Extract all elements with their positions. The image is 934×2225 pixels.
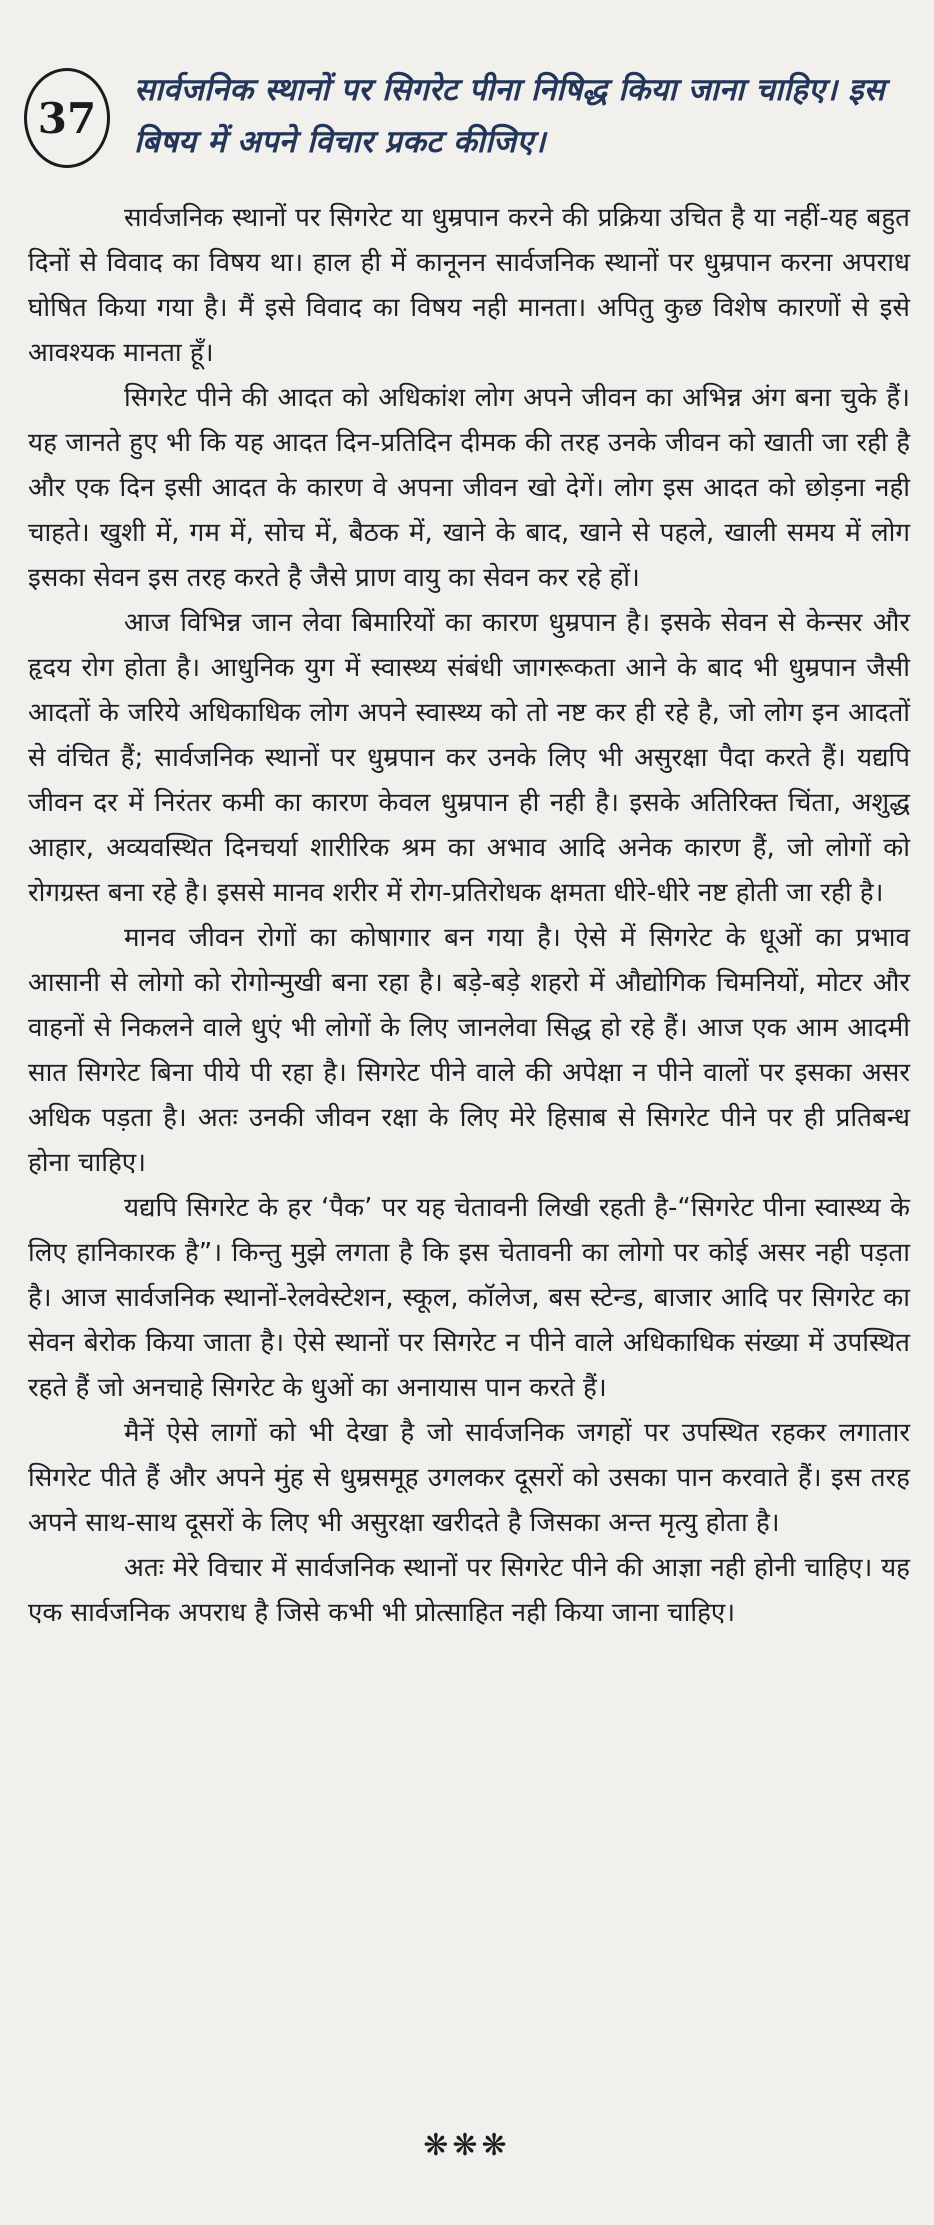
essay-body: [28, 196, 910, 1636]
question-title: सार्वजनिक स्थानों पर सिगरेट पीना निषिद्ध किया जाना चाहिए। इस बिषय में अपने विचार प्रकट कीजिए।: [134, 72, 885, 160]
paragraph-6: मैनें ऐसे लागों को भी देखा है जो सार्वजनिक जगहों पर उपस्थित रहकर लगातार सिगरेट पीते हैं और अपने मुंह से धुम्रसमूह उगलकर दूसरों को उसका पान करवाते हैं। इस तरह अपने साथ-साथ दूसरों के लिए भी असुरक्षा खरीदते है जिसका अन्त मृत्यु होता है।: [28, 1418, 910, 1538]
question-header: [24, 60, 914, 190]
paragraph-1: सार्वजनिक स्थानों पर सिगरेट या धुम्रपान करने की प्रक्रिया उचित है या नहीं-यह बहुत दिनों से विवाद का विषय था। हाल ही में कानूनन सार्वजनिक स्थानों पर धुम्रपान करना अपराध घोषित किया गया है। मैं इसे विवाद का विषय नही मानता। अपितु कुछ विशेष कारणों से इसे आवश्यक मानता हूँ।: [28, 203, 910, 368]
end-ornament: ❋❋❋: [423, 2128, 511, 2163]
paragraph-4: मानव जीवन रोगों का कोषागार बन गया है। ऐसे में सिगरेट के धूओं का प्रभाव आसानी से लोगो को रोगोन्मुखी बना रहा है। बड़े-बड़े शहरो में औद्योगिक चिमनियों, मोटर और वाहनों से निकलने वाले धुएं भी लोगों के लिए जानलेवा सिद्ध हो रहे हैं। आज एक आम आदमी सात सिगरेट बिना पीये पी रहा है। सिगरेट पीने वाले की अपेक्षा न पीने वालों पर इसका असर अधिक पड़ता है। अतः उनकी जीवन रक्षा के लिए मेरे हिसाब से सिगरेट पीने पर ही प्रतिबन्ध होना चाहिए।: [28, 923, 910, 1178]
paragraph-7: अतः मेरे विचार में सार्वजनिक स्थानों पर सिगरेट पीने की आज्ञा नही होनी चाहिए। यह एक सार्वजनिक अपराध है जिसे कभी भी प्रोत्साहित नही किया जाना चाहिए।: [28, 1553, 910, 1628]
paragraph-5: यद्यपि सिगरेट के हर ‘पैक’ पर यह चेतावनी लिखी रहती है-“सिगरेट पीना स्वास्थ्य के लिए हानिकारक है”। किन्तु मुझे लगता है कि इस चेतावनी का लोगो पर कोई असर नही पड़ता है। आज सार्वजनिक स्थानों-रेलवेस्टेशन, स्कूल, कॉलेज, बस स्टेन्ड, बाजार आदि पर सिगरेट का सेवन बेरोक किया जाता है। ऐसे स्थानों पर सिगरेट न पीने वाले अधिकाधिक संख्या में उपस्थित रहते हैं जो अनचाहे सिगरेट के धुओं का अनायास पान करते हैं।: [28, 1193, 910, 1403]
question-number-badge: 37: [24, 68, 110, 168]
paragraph-3: आज विभिन्न जान लेवा बिमारियों का कारण धुम्रपान है। इसके सेवन से केन्सर और हृदय रोग होता है। आधुनिक युग में स्वास्थ्य संबंधी जागरूकता आने के बाद भी धुम्रपान जैसी आदतों के जरिये अधिकाधिक लोग अपने स्वास्थ्य को तो नष्ट कर ही रहे है, जो लोग इन आदतों से वंचित हैं; सार्वजनिक स्थानों पर धुम्रपान कर उनके लिए भी असुरक्षा पैदा करते हैं। यद्यपि जीवन दर में निरंतर कमी का कारण केवल धुम्रपान ही नही है। इसके अतिरिक्त चिंता, अशुद्ध आहार, अव्यवस्थित दिनचर्या शारीरिक श्रम का अभाव आदि अनेक कारण हैं, जो लोगों को रोगग्रस्त बना रहे है। इससे मानव शरीर में रोग-प्रतिरोधक क्षमता धीरे-धीरे नष्ट होती जा रही है।: [28, 608, 910, 908]
paragraph-2: सिगरेट पीने की आदत को अधिकांश लोग अपने जीवन का अभिन्न अंग बना चुके हैं। यह जानते हुए भी कि यह आदत दिन-प्रतिदिन दीमक की तरह उनके जीवन को खाती जा रही है और एक दिन इसी आदत के कारण वे अपना जीवन खो देगें। लोग इस आदत को छोड़ना नही चाहते। खुशी में, गम में, सोच में, बैठक में, खाने के बाद, खाने से पहले, खाली समय में लोग इसका सेवन इस तरह करते है जैसे प्राण वायु का सेवन कर रहे हों।: [28, 383, 910, 593]
